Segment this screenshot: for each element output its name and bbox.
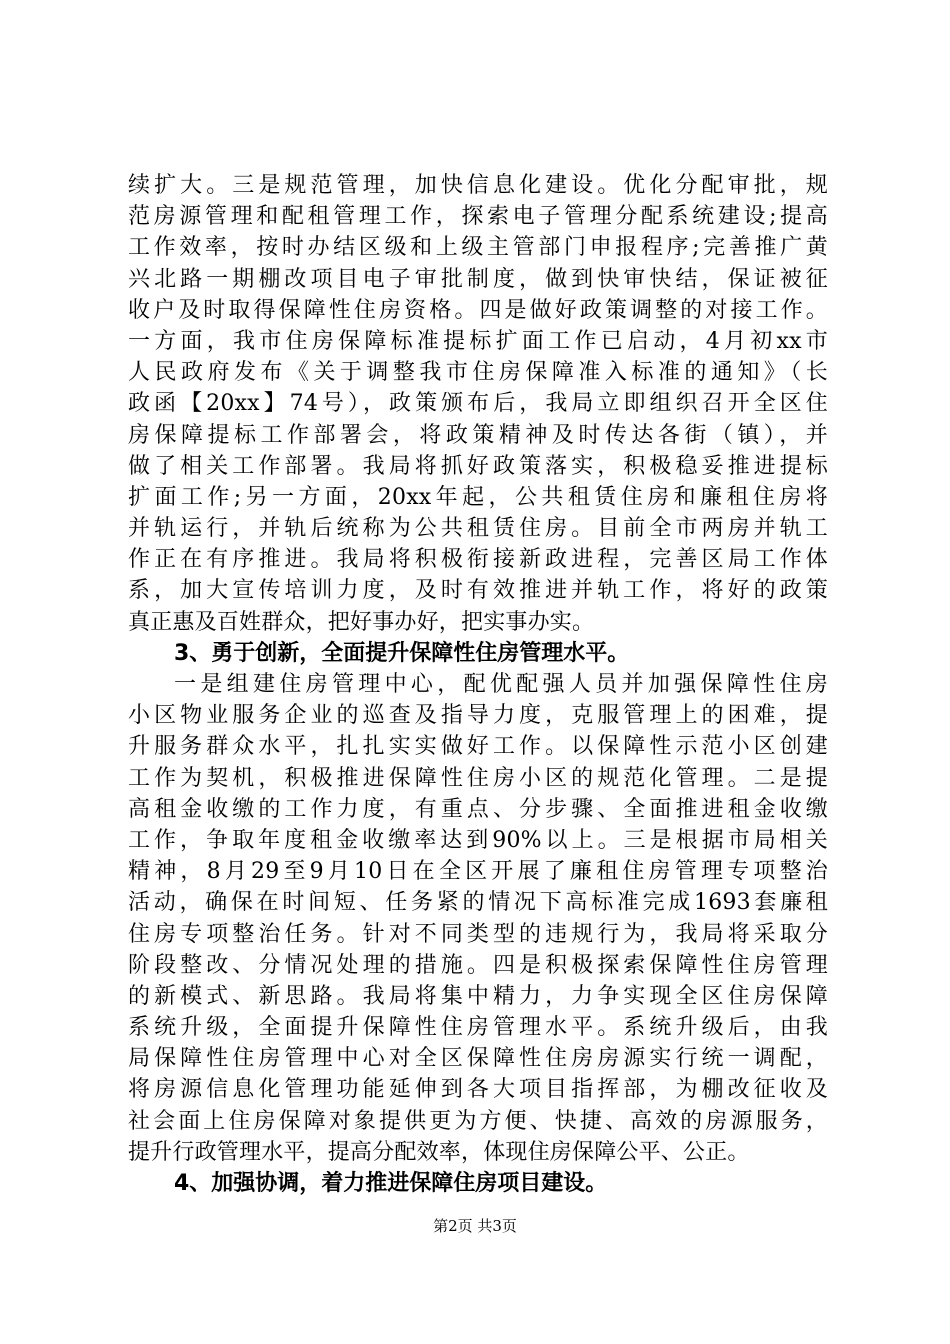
page-number-footer: 第2页 共3页 xyxy=(433,1217,517,1235)
text-line: 小区物业服务企业的巡查及指导力度，克服管理上的困难，提 xyxy=(128,703,828,729)
text-line: 系，加大宣传培训力度，及时有效推进并轨工作，将好的政策 xyxy=(128,578,828,604)
text-line: 续扩大。三是规范管理，加快信息化建设。优化分配审批，规 xyxy=(128,173,828,198)
text-line: 提升行政管理水平，提高分配效率，体现住房保障公平、公正。 xyxy=(128,1139,750,1165)
paragraph-management-innovation xyxy=(128,669,828,1168)
text-line: 社会面上住房保障对象提供更为方便、快捷、高效的房源服务， xyxy=(128,1108,828,1134)
text-line: 升服务群众水平，扎扎实实做好工作。以保障性示范小区创建 xyxy=(128,734,828,760)
text-line: 扩面工作;另一方面，20xx年起，公共租赁住房和廉租住房将 xyxy=(128,484,828,510)
section-heading-3: 3、勇于创新，全面提升保障性住房管理水平。 xyxy=(174,640,630,666)
text-line: 工作效率，按时办结区级和上级主管部门申报程序;完善推广黄 xyxy=(128,235,828,261)
text-line: 人民政府发布《关于调整我市住房保障准入标准的通知》（长 xyxy=(128,360,828,386)
text-line: 将房源信息化管理功能延伸到各大项目指挥部，为棚改征收及 xyxy=(128,1077,828,1103)
paragraph-housing-policy xyxy=(128,170,828,638)
text-line: 工作，争取年度租金收缴率达到90%以上。三是根据市局相关 xyxy=(128,827,828,853)
text-line: 精神，8月29至9月10日在全区开展了廉租住房管理专项整治 xyxy=(128,859,828,885)
text-line: 房保障提标工作部署会，将政策精神及时传达各街（镇），并 xyxy=(128,422,828,448)
text-line: 一方面，我市住房保障标准提标扩面工作已启动，4月初xx市 xyxy=(128,328,828,354)
text-line: 真正惠及百姓群众，把好事办好，把实事办实。 xyxy=(128,609,595,635)
text-line: 阶段整改、分情况处理的措施。四是积极探索保障性住房管理 xyxy=(128,952,828,978)
text-line: 并轨运行，并轨后统称为公共租赁住房。目前全市两房并轨工 xyxy=(128,516,828,542)
text-line: 的新模式、新思路。我局将集中精力，力争实现全区住房保障 xyxy=(128,983,828,1009)
text-line: 政函【20xx】74号），政策颁布后，我局立即组织召开全区住 xyxy=(128,391,828,417)
text-line: 兴北路一期棚改项目电子审批制度，做到快审快结，保证被征 xyxy=(128,266,828,292)
text-line: 系统升级，全面提升保障性住房管理水平。系统升级后，由我 xyxy=(128,1015,828,1041)
text-line: 住房专项整治任务。针对不同类型的违规行为，我局将采取分 xyxy=(128,921,828,947)
text-line: 做了相关工作部署。我局将抓好政策落实，积极稳妥推进提标 xyxy=(128,453,828,479)
section-heading-4: 4、加强协调，着力推进保障住房项目建设。 xyxy=(174,1171,608,1196)
text-line: 活动，确保在时间短、任务紧的情况下高标准完成1693套廉租 xyxy=(128,890,828,916)
text-line: 高租金收缴的工作力度，有重点、分步骤、全面推进租金收缴 xyxy=(128,796,828,822)
text-line: 收户及时取得保障性住房资格。四是做好政策调整的对接工作。 xyxy=(128,297,828,323)
document-body xyxy=(128,170,828,1199)
text-line: 一是组建住房管理中心，配优配强人员并加强保障性住房 xyxy=(174,672,828,697)
text-line: 局保障性住房管理中心对全区保障性住房房源实行统一调配， xyxy=(128,1046,828,1072)
text-line: 范房源管理和配租管理工作，探索电子管理分配系统建设;提高 xyxy=(128,204,828,230)
text-line: 作正在有序推进。我局将积极衔接新政进程，完善区局工作体 xyxy=(128,547,828,573)
text-line: 工作为契机，积极推进保障性住房小区的规范化管理。二是提 xyxy=(128,765,828,791)
